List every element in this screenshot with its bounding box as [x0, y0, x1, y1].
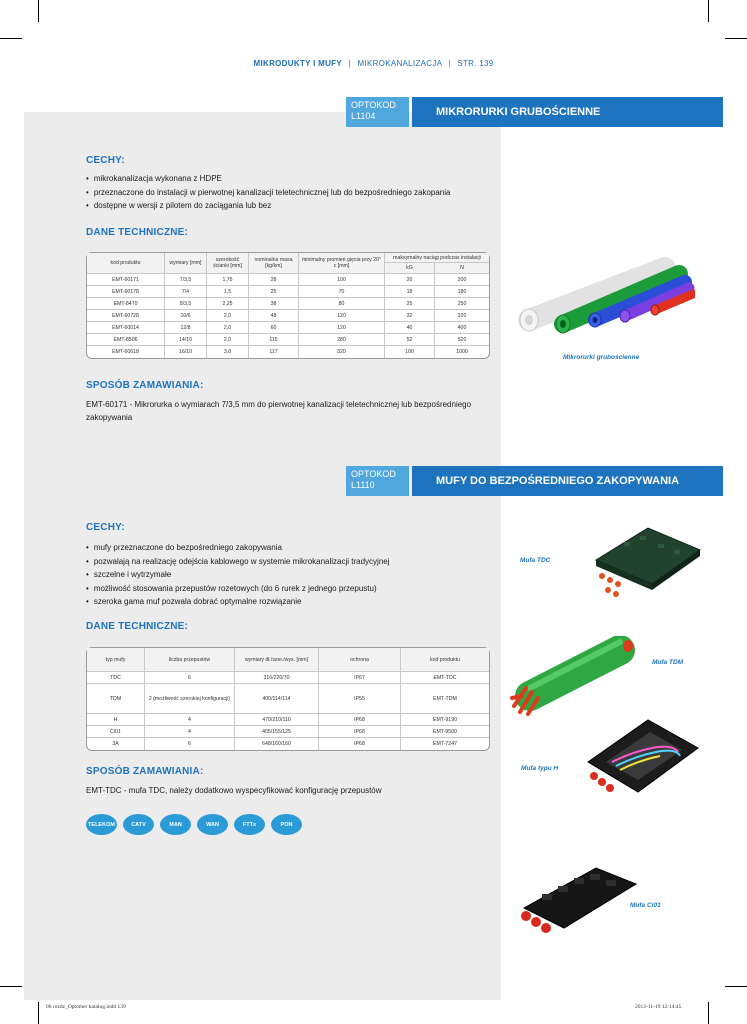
table-cell: 250: [435, 298, 489, 310]
list-item: • przeznaczone do instalacji w pierwotnej kanalizacji teletechnicznej lub do bezpośredniego zakopania: [86, 186, 486, 200]
table-cell: 405/155/125: [235, 726, 319, 738]
column-header: minimalny promień gięcia przy 20° c [mm]: [299, 253, 385, 274]
mufa-ci01-image: [512, 858, 640, 938]
table-cell: 400/114/114: [235, 684, 319, 714]
image-caption: Mufa TDM: [652, 659, 684, 666]
image-caption: Mufa Ci01: [630, 902, 661, 909]
order-text: EMT-TDC - mufa TDC, należy dodatkowo wyspecyfikować konfigurację przepustów: [86, 786, 382, 795]
table-cell: 2,25: [207, 298, 249, 310]
separator: |: [348, 59, 351, 68]
features-list: [86, 172, 486, 213]
badge-man: MAN: [160, 814, 191, 835]
table-cell: IP67: [319, 672, 401, 684]
list-item: • pozwalają na realizację odejścia kablowego w systemie mikrokanalizacji tradycyjnej: [86, 555, 486, 569]
table-cell: EMT-9190: [401, 714, 489, 726]
table-cell: 20: [385, 274, 435, 286]
table-cell: 100: [385, 346, 435, 358]
table-cell: 40: [385, 322, 435, 334]
table-cell: 120: [299, 322, 385, 334]
table-cell: 16/10: [165, 346, 207, 358]
table-cell: 3A: [87, 738, 145, 750]
optokod-label: OPTOKOD: [351, 469, 396, 479]
table-cell: EMT-TDC: [401, 672, 489, 684]
table-cell: 1,75: [207, 274, 249, 286]
table-cell: 12/8: [165, 322, 207, 334]
table-cell: 3,0: [207, 346, 249, 358]
table-row: [87, 346, 489, 358]
table-row: [87, 322, 489, 334]
badge-pon: PON: [271, 814, 302, 835]
section-title: MUFY DO BEZPOŚREDNIEGO ZAKOPYWANIA: [412, 466, 723, 496]
crop-mark: [708, 1002, 709, 1024]
table-cell: 117: [249, 346, 299, 358]
table-cell: 18: [385, 286, 435, 298]
microtubes-image: [515, 248, 695, 348]
table-cell: IP55: [319, 684, 401, 714]
list-item: • mikrokanalizacja wykonana z HDPE: [86, 172, 486, 186]
mufa-tdc-image: [588, 520, 708, 602]
table-cell: 38: [249, 298, 299, 310]
tech-heading: DANE TECHNICZNE:: [86, 227, 189, 238]
table-cell: 70: [299, 286, 385, 298]
column-header: wymiary [mm]: [165, 253, 207, 274]
order-text: EMT-60171 - Mikrorurka o wymiarach 7/3,5 mm do pierwotnej kanalizacji teletechnicznej lub bezpośredniego zakopywania: [86, 400, 472, 422]
column-header: kod produktu: [87, 253, 165, 274]
optokod-box: [346, 97, 409, 127]
table-cell: 2 (możliwość szerokiej konfiguracji): [145, 684, 235, 714]
table-cell: 100: [299, 274, 385, 286]
table-cell: 10/6: [165, 310, 207, 322]
list-item: • szeroka gama muf pozwala dobrać optymalne rozwiązanie: [86, 595, 486, 609]
table-cell: TDC: [87, 672, 145, 684]
table-cell: 115: [249, 334, 299, 346]
badge-catv: CATV: [123, 814, 154, 835]
table-row: [87, 714, 489, 726]
table-cell: 28: [249, 274, 299, 286]
tech-table: [86, 252, 490, 359]
optokod-label: OPTOKOD: [351, 100, 396, 110]
table-row: [87, 726, 489, 738]
table-row: [87, 286, 489, 298]
table-cell: 400: [435, 322, 489, 334]
optokod-box: [346, 466, 409, 496]
column-header: liczba przepustów: [145, 648, 235, 672]
crop-mark: [725, 986, 747, 987]
table-cell: IP68: [319, 726, 401, 738]
features-heading: CECHY:: [86, 522, 125, 533]
table-cell: 180: [435, 286, 489, 298]
table-cell: 7/3,5: [165, 274, 207, 286]
column-subheader: kG: [385, 263, 435, 274]
table-cell: 648/160/160: [235, 738, 319, 750]
table-cell: 8/3,5: [165, 298, 207, 310]
table-cell: 200: [435, 274, 489, 286]
section-title: MIKRORURKI GRUBOŚCIENNE: [412, 97, 723, 127]
order-heading: SPOSÓB ZAMAWIANIA:: [86, 380, 204, 391]
running-head: [0, 59, 747, 68]
crop-mark: [0, 986, 22, 987]
table-cell: 32: [385, 310, 435, 322]
table-cell: 25: [249, 286, 299, 298]
footer-timestamp: 2013-11-19 12:14:45: [635, 1004, 682, 1010]
table-cell: EMT-60178: [87, 286, 165, 298]
table-cell: EMT-8506: [87, 334, 165, 346]
table-cell: TDM: [87, 684, 145, 714]
optokod-code: L1110: [351, 480, 375, 490]
column-header: typ mufy: [87, 648, 145, 672]
running-head-section: MIKRODUKTY I MUFY: [253, 59, 343, 68]
column-header: szerokość ścianki [mm]: [207, 253, 249, 274]
table-cell: EMT-9500: [401, 726, 489, 738]
mufa-h-image: [582, 712, 702, 802]
table-cell: EMT-60014: [87, 322, 165, 334]
application-badges: [86, 814, 302, 835]
table-cell: 1000: [456, 349, 468, 355]
table-cell: 25: [385, 298, 435, 310]
column-header: maksymalny naciąg podczas instalacji: [385, 253, 489, 263]
crop-mark: [708, 0, 709, 22]
crop-mark: [725, 38, 747, 39]
table-cell: IP68: [319, 714, 401, 726]
table-cell: 4: [145, 714, 235, 726]
table-cell: 4: [145, 726, 235, 738]
crop-mark: [0, 38, 22, 39]
table-cell: 6: [145, 672, 235, 684]
table-cell: 48: [249, 310, 299, 322]
column-subheader: N: [435, 263, 489, 274]
badge-wan: WAN: [197, 814, 228, 835]
table-row: [87, 298, 489, 310]
table-cell: 6: [145, 738, 235, 750]
table-cell: H: [87, 714, 145, 726]
image-caption: Mufa TDC: [520, 557, 551, 564]
list-item: • możliwość stosowania przepustów rozetowych (do 6 rurek z jednego przepustu): [86, 582, 486, 596]
table-cell: EMT-60171: [87, 274, 165, 286]
crop-mark: [38, 0, 39, 22]
features-list: [86, 541, 486, 609]
features-heading: CECHY:: [86, 155, 125, 166]
table-cell: 320: [435, 310, 489, 322]
table-cell: Ci01: [87, 726, 145, 738]
table-cell: 280: [299, 334, 385, 346]
table-cell: EMT-8470: [87, 298, 165, 310]
table-row: [87, 672, 489, 684]
table-row: [87, 684, 489, 714]
table-row: [87, 310, 489, 322]
column-header: wymiary dł./szer./wys. [mm]: [235, 648, 319, 672]
table-cell: 2,0: [207, 322, 249, 334]
table-cell: EMT-TDM: [401, 684, 489, 714]
table-cell: 60: [249, 322, 299, 334]
table-cell: 2,0: [207, 334, 249, 346]
list-item: • mufy przeznaczone do bezpośredniego zakopywania: [86, 541, 486, 555]
table-row: [87, 274, 489, 286]
list-item: • szczelne i wytrzymałe: [86, 568, 486, 582]
table-cell: 470/210/110: [235, 714, 319, 726]
column-header: kod produktu: [401, 648, 489, 672]
table-cell: 2,0: [207, 310, 249, 322]
table-cell: EMT-60728: [87, 310, 165, 322]
column-header: ochrona: [319, 648, 401, 672]
table-cell: EMT-60618: [87, 346, 165, 358]
table-cell: 1,5: [207, 286, 249, 298]
table-cell: EMT-7247: [433, 741, 457, 747]
table-cell: 14/10: [165, 334, 207, 346]
image-caption: Mufa typu H: [521, 765, 559, 772]
footer-file: 06 rozdz_Optomer katalog.indd 139: [46, 1004, 126, 1010]
order-heading: SPOSÓB ZAMAWIANIA:: [86, 766, 204, 777]
tech-table: [86, 647, 490, 751]
crop-mark: [38, 1002, 39, 1024]
table-row: [87, 738, 489, 750]
page-number: STR. 139: [457, 59, 494, 68]
table-cell: 7/4: [165, 286, 207, 298]
badge-fttx: FTTx: [234, 814, 265, 835]
table-cell: 80: [299, 298, 385, 310]
table-cell: 120: [299, 310, 385, 322]
list-item: • dostępne w wersji z pilotem do zaciągania lub bez: [86, 199, 486, 213]
tech-heading: DANE TECHNICZNE:: [86, 621, 189, 632]
table-cell: IP68: [319, 738, 401, 750]
table-row: [87, 334, 489, 346]
optokod-code: L1104: [351, 111, 376, 121]
column-header: nominalna masa [kg/km]: [249, 253, 299, 274]
badge-telekom: TELEKOM: [86, 814, 117, 835]
table-cell: 316/220/70: [235, 672, 319, 684]
table-cell: 320: [299, 346, 385, 358]
separator: |: [448, 59, 451, 68]
table-cell: 520: [435, 334, 489, 346]
table-cell: 52: [385, 334, 435, 346]
image-caption: Mikrorurki grubościenne: [563, 354, 640, 361]
mufa-tdm-image: [510, 636, 635, 716]
running-head-subsection: MIKROKANALIZACJA: [357, 59, 442, 68]
